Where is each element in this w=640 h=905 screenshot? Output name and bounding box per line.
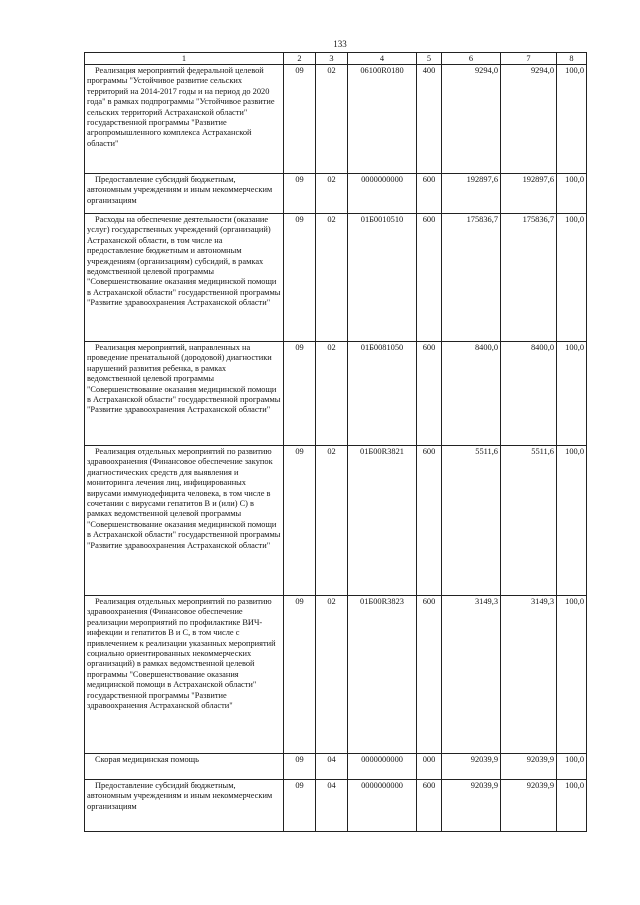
column-header: 5 xyxy=(417,53,442,65)
budget-table xyxy=(84,52,587,832)
table-row xyxy=(85,780,587,832)
table-row xyxy=(85,65,587,174)
column-header: 1 xyxy=(85,53,284,65)
row-section: 09 xyxy=(284,214,316,342)
row-target-code: 0000000000 xyxy=(348,754,417,780)
table-row xyxy=(85,214,587,342)
row-section: 09 xyxy=(284,174,316,214)
row-executed: 175836,7 xyxy=(501,214,557,342)
table-header-row xyxy=(85,53,587,65)
column-header: 8 xyxy=(557,53,587,65)
row-expense-type: 400 xyxy=(417,65,442,174)
row-executed: 92039,9 xyxy=(501,780,557,832)
row-executed: 3149,3 xyxy=(501,596,557,754)
row-section: 09 xyxy=(284,65,316,174)
row-name: Предоставление субсидий бюджетным, автономным учреждениям и иным некоммерческим организациям xyxy=(85,780,284,832)
row-percent: 100,0 xyxy=(557,596,587,754)
row-expense-type: 600 xyxy=(417,596,442,754)
column-header: 3 xyxy=(316,53,348,65)
row-section: 09 xyxy=(284,780,316,832)
column-header: 4 xyxy=(348,53,417,65)
row-target-code: 01Б00R3821 xyxy=(348,446,417,596)
row-target-code: 01Б0010510 xyxy=(348,214,417,342)
row-expense-type: 600 xyxy=(417,214,442,342)
row-percent: 100,0 xyxy=(557,780,587,832)
row-subsection: 04 xyxy=(316,754,348,780)
row-expense-type: 600 xyxy=(417,780,442,832)
row-executed: 192897,6 xyxy=(501,174,557,214)
column-header: 2 xyxy=(284,53,316,65)
row-section: 09 xyxy=(284,596,316,754)
row-percent: 100,0 xyxy=(557,214,587,342)
row-subsection: 02 xyxy=(316,174,348,214)
row-executed: 9294,0 xyxy=(501,65,557,174)
row-executed: 92039,9 xyxy=(501,754,557,780)
row-expense-type: 600 xyxy=(417,174,442,214)
row-target-code: 0000000000 xyxy=(348,780,417,832)
row-executed: 8400,0 xyxy=(501,342,557,446)
row-name: Реализация отдельных мероприятий по развитию здравоохранения (Финансовое обеспечение закупок диагностических средств для выявления и мониторинга лечения лиц, инфицированных вирусами иммунодефицита человека, в том числе в сочетании с вирусами гепатитов В и (или) С) в рамках ведомственной целевой программы "Совершенствование оказания медицинской помощи в Астраханской области" государственной программы "Развитие здравоохранения Астраханской области" xyxy=(85,446,284,596)
row-planned: 3149,3 xyxy=(442,596,501,754)
row-subsection: 02 xyxy=(316,446,348,596)
row-name: Предоставление субсидий бюджетным, автономным учреждениям и иным некоммерческим организациям xyxy=(85,174,284,214)
row-name: Расходы на обеспечение деятельности (оказание услуг) государственных учреждений (организаций) Астраханской области, в том числе на предоставление бюджетным и автономным учреждениям (организациям) субсидий, в рамках ведомственной целевой программы "Совершенствование оказания медицинской помощи в Астраханской области" государственной программы "Развитие здравоохранения Астраханской области" xyxy=(85,214,284,342)
row-expense-type: 600 xyxy=(417,342,442,446)
row-planned: 8400,0 xyxy=(442,342,501,446)
row-section: 09 xyxy=(284,342,316,446)
row-percent: 100,0 xyxy=(557,174,587,214)
row-name: Скорая медицинская помощь xyxy=(85,754,284,780)
row-name: Реализация отдельных мероприятий по развитию здравоохранения (Финансовое обеспечение реализации мероприятий по профилактике ВИЧ-инфекции и гепатитов В и С, в том числе с привлечением к реализации указанных мероприятий социально ориентированных некоммерческих организаций) в рамках ведомственной целевой программы "Совершенствование оказания медицинской помощи в Астраханской области" государственной программы "Развитие здравоохранения Астраханской области" xyxy=(85,596,284,754)
row-planned: 5511,6 xyxy=(442,446,501,596)
row-planned: 175836,7 xyxy=(442,214,501,342)
row-target-code: 01Б0081050 xyxy=(348,342,417,446)
table-row xyxy=(85,596,587,754)
row-planned: 9294,0 xyxy=(442,65,501,174)
row-target-code: 06100R0180 xyxy=(348,65,417,174)
row-percent: 100,0 xyxy=(557,754,587,780)
row-planned: 92039,9 xyxy=(442,754,501,780)
row-subsection: 02 xyxy=(316,65,348,174)
row-planned: 92039,9 xyxy=(442,780,501,832)
table-row xyxy=(85,754,587,780)
row-subsection: 04 xyxy=(316,780,348,832)
row-expense-type: 600 xyxy=(417,446,442,596)
row-section: 09 xyxy=(284,446,316,596)
table-row xyxy=(85,174,587,214)
column-header: 6 xyxy=(442,53,501,65)
row-target-code: 0000000000 xyxy=(348,174,417,214)
row-expense-type: 000 xyxy=(417,754,442,780)
row-percent: 100,0 xyxy=(557,342,587,446)
row-percent: 100,0 xyxy=(557,65,587,174)
row-subsection: 02 xyxy=(316,596,348,754)
row-section: 09 xyxy=(284,754,316,780)
row-subsection: 02 xyxy=(316,214,348,342)
row-target-code: 01Б00R3823 xyxy=(348,596,417,754)
page-number: 133 xyxy=(333,39,347,49)
row-planned: 192897,6 xyxy=(442,174,501,214)
row-name: Реализация мероприятий федеральной целевой программы "Устойчивое развитие сельских территорий на 2014-2017 годы и на период до 2020 года" в рамках подпрограммы "Устойчивое развитие сельских территорий Астраханской области" государственной программы "Развитие агропромышленного комплекса Астраханской области" xyxy=(85,65,284,174)
table-row xyxy=(85,342,587,446)
table-row xyxy=(85,446,587,596)
row-name: Реализация мероприятий, направленных на проведение пренатальной (дородовой) диагностики нарушений развития ребенка, в рамках ведомственной целевой программы "Совершенствование оказания медицинской помощи в Астраханской области" государственной программы "Развитие здравоохранения Астраханской области" xyxy=(85,342,284,446)
row-subsection: 02 xyxy=(316,342,348,446)
row-percent: 100,0 xyxy=(557,446,587,596)
row-executed: 5511,6 xyxy=(501,446,557,596)
column-header: 7 xyxy=(501,53,557,65)
